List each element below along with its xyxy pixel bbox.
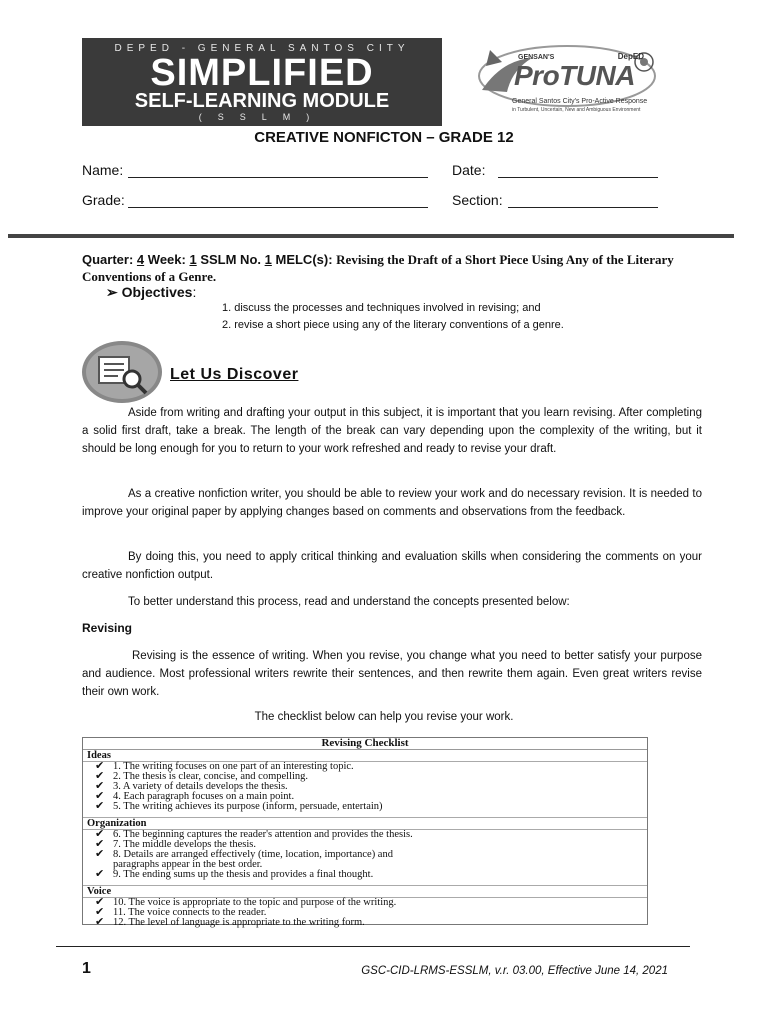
checkmark-icon: ✔ xyxy=(95,868,105,880)
logo-deped-text: DepED xyxy=(617,52,644,61)
arrow-bullet-icon: ➢ xyxy=(106,284,118,300)
checkmark-icon: ✔ xyxy=(95,838,105,850)
checkmark-icon: ✔ xyxy=(95,760,105,772)
body-paragraph: As a creative nonfiction writer, you should be able to review your work and do necessary revision. It is needed to improve your original paper by applying changes based on comments and observations from the feedback. xyxy=(82,488,702,518)
checkmark-icon: ✔ xyxy=(95,848,105,860)
checklist-item: ✔ 11. The voice connects to the reader. xyxy=(95,906,267,918)
body-paragraph: To better understand this process, read and understand the concepts presented below: xyxy=(128,596,570,608)
sslm-label: SSLM No. xyxy=(200,252,261,267)
melc-label: MELC(s): xyxy=(275,252,333,267)
week-label: Week: xyxy=(147,252,186,267)
checklist-item: ✔ 6. The beginning captures the reader's attention and provides the thesis. xyxy=(95,828,413,840)
grade-label: Grade: xyxy=(82,192,125,208)
section-field[interactable] xyxy=(508,207,658,208)
logo-tagline: General Santos City's Pro-Active Response xyxy=(512,98,648,105)
logo-tagline-small: in Turbulent, Uncertain, New and Ambiguous Environment xyxy=(512,107,641,113)
section-label: Section: xyxy=(452,192,503,208)
checklist-item: ✔ 10. The voice is appropriate to the topic and purpose of the writing. xyxy=(95,896,397,908)
melc-text: Revising the Draft of a Short Piece Using Any of the Literary Conventions of a Genre. xyxy=(82,252,674,284)
checkmark-icon: ✔ xyxy=(95,916,105,928)
magnifier-book-icon xyxy=(82,341,162,403)
checkmark-icon: ✔ xyxy=(95,800,105,812)
name-field[interactable] xyxy=(128,177,428,178)
body-paragraph: Aside from writing and drafting your output in this subject, it is important that you learn revising. After completing a solid first draft, take a break. The length of the break can vary depending upon the complexity of the writing, but it should be long enough for you to return to your work refreshed and ready to revise your draft. xyxy=(82,407,702,455)
banner-top-text: DEPED - GENERAL SANTOS CITY xyxy=(114,43,410,54)
checkmark-icon: ✔ xyxy=(95,896,105,908)
protuna-logo xyxy=(472,40,662,124)
discover-icon xyxy=(82,341,162,403)
checklist-item: ✔ 7. The middle develops the thesis. xyxy=(95,838,256,850)
revising-paragraph: Revising is the essence of writing. When you revise, you change what you need to better satisfy your purpose and audience. Most professional writers rewrite their sentences, and then rewrite them again. Even great writers revise their own work. xyxy=(82,650,702,698)
checklist-item-continued: paragraphs appear in the best order. xyxy=(113,859,263,870)
logo-gensan-text: GENSAN'S xyxy=(518,54,555,61)
banner-subtitle: SELF-LEARNING MODULE xyxy=(134,90,390,112)
checkmark-icon: ✔ xyxy=(95,906,105,918)
checklist-item: ✔ 4. Each paragraph focuses on a main point. xyxy=(95,790,295,802)
objective-item: 1. discuss the processes and techniques involved in revising; and xyxy=(222,302,541,314)
checkmark-icon: ✔ xyxy=(95,828,105,840)
footer-divider xyxy=(56,946,690,947)
document-code: GSC-CID-LRMS-ESSLM, v.r. 03.00, Effective June 14, 2021 xyxy=(361,965,668,977)
checklist-item: ✔ 2. The thesis is clear, concise, and compelling. xyxy=(95,770,309,782)
quarter-info xyxy=(82,251,702,285)
week-value: 1 xyxy=(189,252,197,267)
body-paragraph: By doing this, you need to apply critical thinking and evaluation skills when considering the comments on your creative nonfiction output. xyxy=(82,551,702,581)
checkmark-icon: ✔ xyxy=(95,790,105,802)
quarter-label: Quarter: xyxy=(82,252,134,267)
checklist-item: ✔ 12. The level of language is appropriate to the writing form. xyxy=(95,916,365,928)
checklist-intro: The checklist below can help you revise your work. xyxy=(254,711,514,723)
name-label: Name: xyxy=(82,162,124,178)
checklist-section-voice: Voice xyxy=(83,886,647,898)
subject-title: CREATIVE NONFICTON – GRADE 12 xyxy=(254,129,514,146)
checklist-section-organization: Organization xyxy=(83,818,647,830)
checklist-item: ✔ 1. The writing focuses on one part of an interesting topic. xyxy=(95,760,354,772)
banner-acronym: (SSLM) xyxy=(198,112,326,122)
grade-field[interactable] xyxy=(128,207,428,208)
discover-heading: Let Us Discover xyxy=(170,366,299,383)
checklist-item: ✔ 8. Details are arranged effectively (time, location, importance) and xyxy=(95,848,393,860)
banner-title: SIMPLIFIED xyxy=(150,52,374,94)
page-number: 1 xyxy=(82,960,91,977)
logo-protuna-text: ProTUNA xyxy=(514,60,635,91)
sslm-banner xyxy=(82,38,442,126)
objectives-label: Objectives xyxy=(121,284,193,300)
checklist-title: Revising Checklist xyxy=(83,738,647,750)
checklist-item: ✔ 9. The ending sums up the thesis and provides a final thought. xyxy=(95,868,374,880)
sslm-value: 1 xyxy=(264,252,272,267)
header-divider xyxy=(8,234,734,238)
checklist-item: ✔ 5. The writing achieves its purpose (inform, persuade, entertain) xyxy=(95,800,383,812)
revising-heading: Revising xyxy=(82,621,133,635)
revising-checklist xyxy=(82,737,648,928)
objectives-heading: ➢ Objectives: xyxy=(106,284,197,300)
checklist-section-ideas: Ideas xyxy=(83,750,647,762)
checkmark-icon: ✔ xyxy=(95,780,105,792)
checklist-item: ✔ 3. A variety of details develops the thesis. xyxy=(95,780,288,792)
objective-item: 2. revise a short piece using any of the literary conventions of a genre. xyxy=(222,319,564,331)
date-field[interactable] xyxy=(498,177,658,178)
checkmark-icon: ✔ xyxy=(95,770,105,782)
quarter-value: 4 xyxy=(136,252,145,267)
date-label: Date: xyxy=(452,162,486,178)
